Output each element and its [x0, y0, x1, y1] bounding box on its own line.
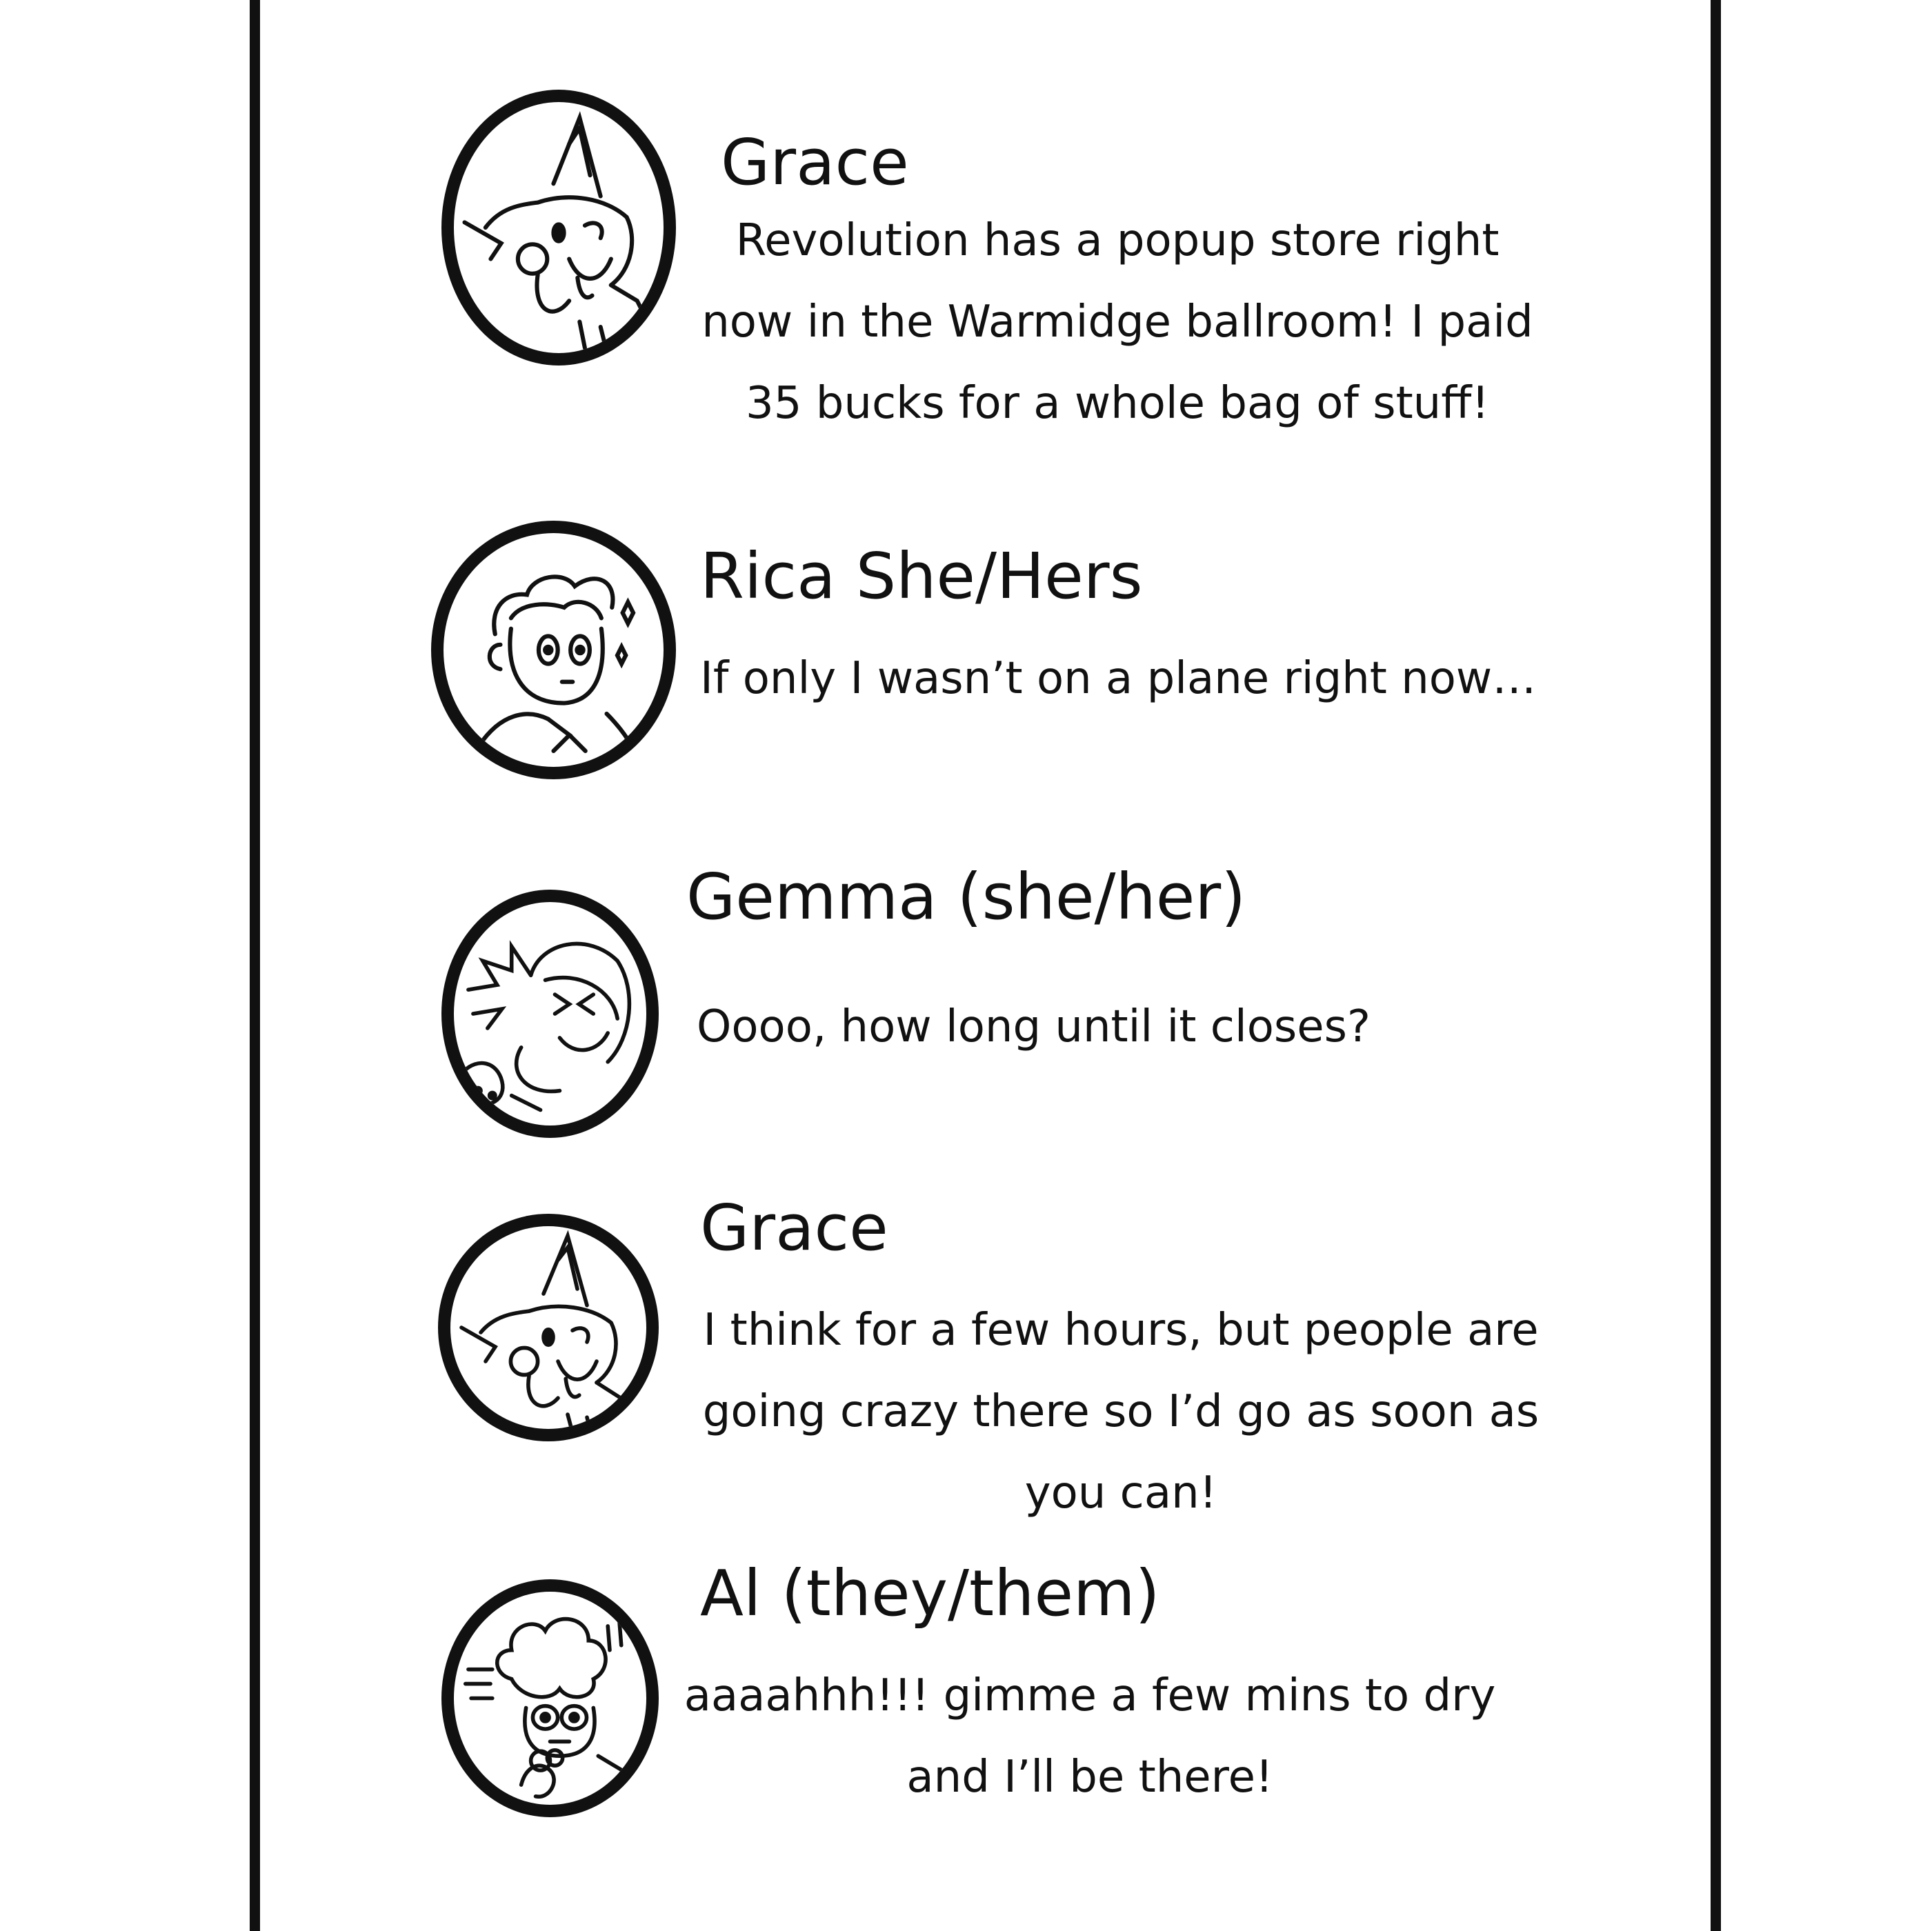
- gemma-character-icon: [454, 902, 646, 1125]
- avatar: [438, 1214, 659, 1441]
- message-line: I think for a few hours, but people are: [703, 1305, 1539, 1356]
- panel-border-right: [1711, 0, 1721, 1931]
- message-text: [666, 1655, 1514, 1818]
- message-line: If only I wasn’t on a plane right now…: [700, 653, 1537, 704]
- message-text: [662, 200, 1573, 444]
- message-text: [697, 986, 1371, 1068]
- al-character-icon: [454, 1592, 646, 1805]
- message-line: Oooo, how long until it closes?: [697, 1001, 1371, 1052]
- message-line: now in the Warmidge ballroom! I paid: [701, 297, 1533, 348]
- message-text: [659, 1290, 1583, 1534]
- message-line: Revolution has a popup store right: [735, 215, 1500, 266]
- message-line: and I’ll be there!: [906, 1752, 1273, 1803]
- avatar: [431, 521, 676, 779]
- fox-character-icon: [454, 102, 664, 353]
- avatar: [441, 90, 676, 366]
- author-name: Rica She/Hers: [700, 539, 1143, 613]
- author-name: Grace: [700, 1191, 888, 1265]
- panel-border-left: [250, 0, 260, 1931]
- rica-character-icon: [444, 533, 664, 767]
- avatar: [441, 1579, 659, 1817]
- author-name: Grace: [721, 126, 909, 199]
- author-name: Gemma (she/her): [686, 860, 1246, 934]
- avatar: [441, 890, 659, 1138]
- message-line: going crazy there so I’d go as soon as: [702, 1386, 1540, 1437]
- author-name: Al (they/them): [700, 1557, 1160, 1630]
- message-text: [700, 638, 1536, 719]
- fox-character-icon: [450, 1226, 646, 1429]
- message-line: 35 bucks for a whole bag of stuff!: [746, 378, 1489, 429]
- message-line: you can!: [1024, 1468, 1217, 1519]
- message-line: aaaahhh!!! gimme a few mins to dry: [684, 1670, 1496, 1721]
